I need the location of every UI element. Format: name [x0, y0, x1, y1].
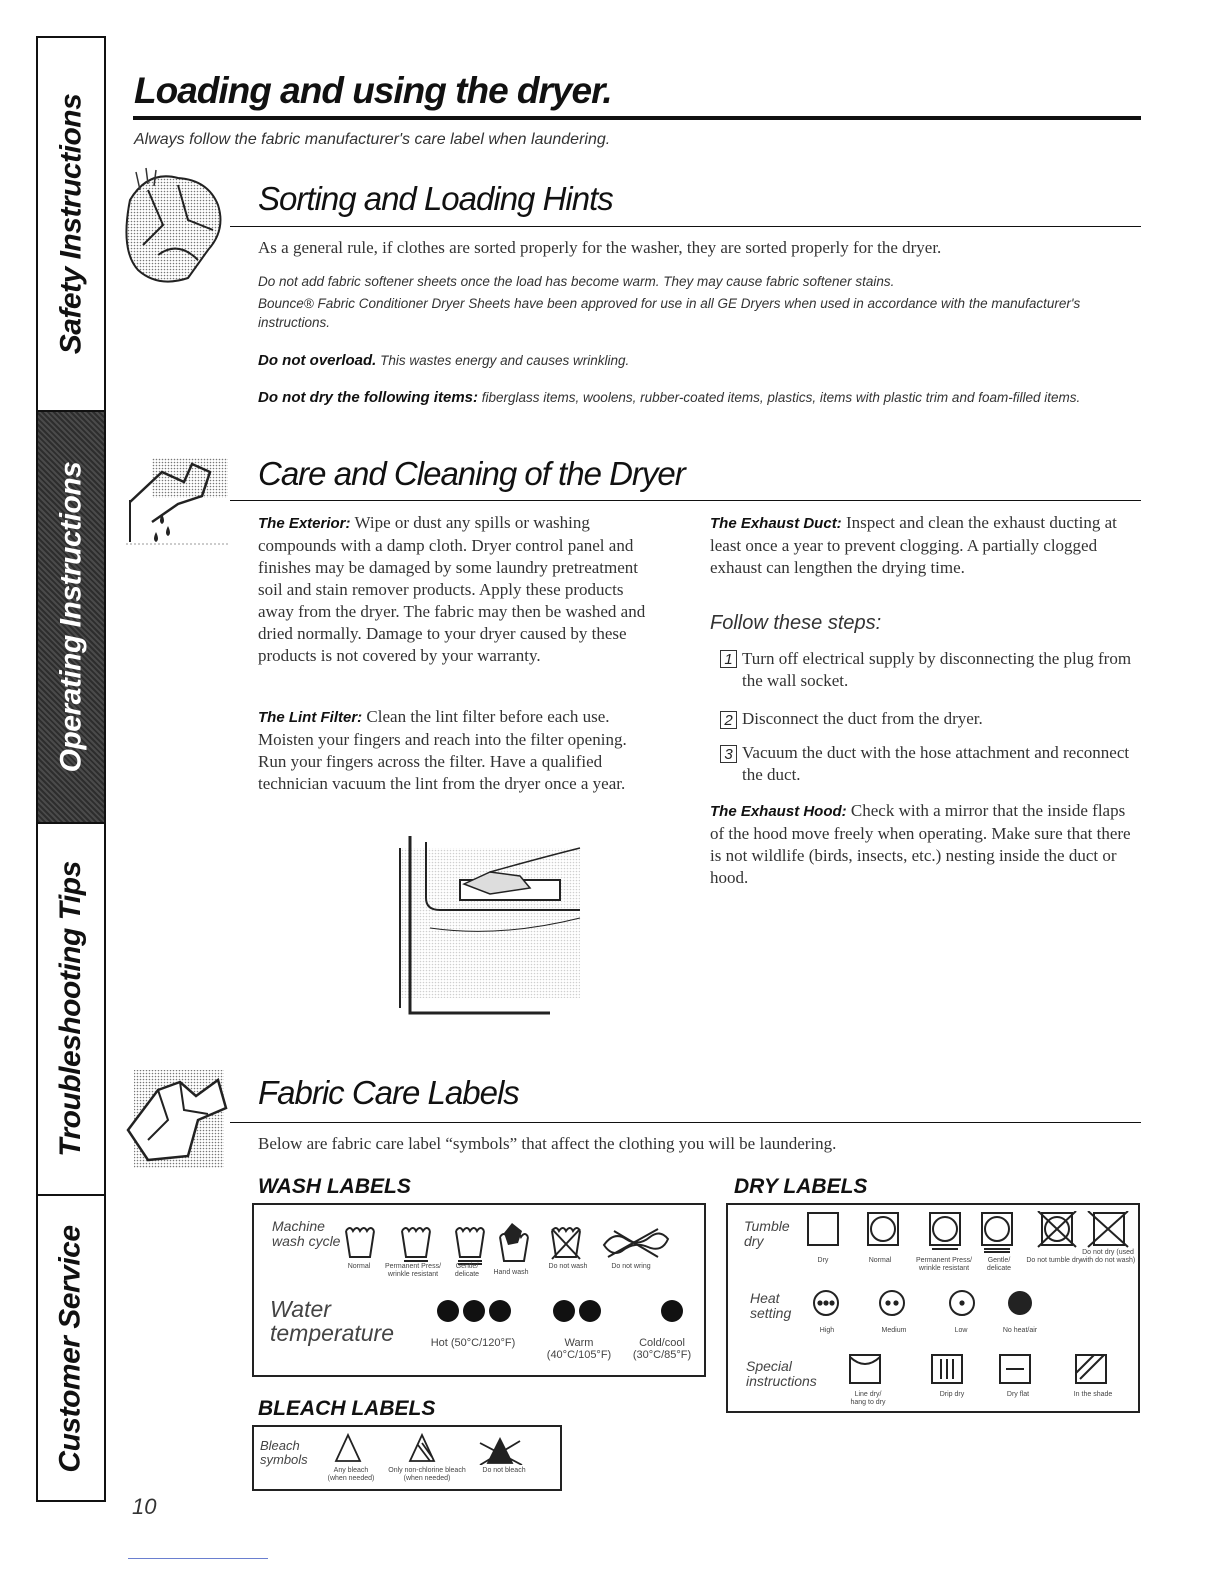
tumble-caption: Dry	[817, 1257, 829, 1264]
fabric-intro: Below are fabric care label “symbols” that affect the clothing you will be laundering.	[258, 1134, 837, 1153]
special-caption: Drip dry	[939, 1391, 965, 1398]
water-caption-hot: Hot (50°C/120°F)	[430, 1337, 516, 1349]
care-exhaust-duct: The Exhaust Duct: Inspect and clean the exhaust ducting at least once a year to prevent clogging. A partially clogged exhaust can lengthen the drying time.	[710, 513, 1117, 577]
page-subtitle: Always follow the fabric manufacturer's care label when laundering.	[134, 131, 611, 148]
care-exhaust-hood: The Exhaust Hood: Check with a mirror that the inside flaps of the hood move freely when operating. Make sure that there is not wildlife (birds, insects, etc.) nesting inside the duct or hood.	[710, 801, 1131, 887]
sorting-note-bounce: Bounce® Fabric Conditioner Dryer Sheets have been approved for use in all GE Dryers when used in accordance with the manufacturer's instructions.	[258, 296, 1081, 330]
step-number-3: 3	[720, 745, 737, 763]
tumble-dry-label: Tumble dry	[744, 1218, 790, 1249]
dry-labels-heading: DRY LABELS	[734, 1175, 868, 1198]
page-title: Loading and using the dryer.	[134, 70, 612, 111]
wash-caption: Do not wring	[611, 1263, 651, 1270]
wash-caption: Permanent Press/ wrinkle resistant	[384, 1263, 442, 1278]
wipe-cloth-icon	[122, 452, 232, 552]
tab-customer-service[interactable]: Customer Service	[54, 1225, 87, 1473]
tumble-caption: Gentle/ delicate	[986, 1257, 1012, 1272]
tumble-caption: Do not tumble dry	[1026, 1257, 1082, 1264]
heat-caption: Medium	[881, 1327, 907, 1334]
bleach-symbols	[334, 1431, 554, 1465]
bleach-labels-box	[252, 1425, 562, 1491]
bleach-caption-any: Any bleach (when needed)	[327, 1467, 375, 1482]
clothes-pile-icon	[118, 160, 228, 292]
shirt-icon	[118, 1060, 228, 1170]
lint-filter-illustration	[380, 828, 590, 1018]
special-caption: In the shade	[1073, 1391, 1113, 1398]
water-temperature-dots	[436, 1297, 696, 1327]
water-caption-warm: Warm (40°C/105°F)	[546, 1337, 612, 1361]
sorting-do-not-dry: Do not dry the following items: fiberglass items, woolens, rubber-coated items, plastics, items with plastic trim and foam-filled items.	[258, 389, 1081, 406]
special-instructions-symbols	[848, 1351, 1108, 1387]
water-temperature-label: Water temperature	[270, 1296, 395, 1347]
special-caption: Line dry/ hang to dry	[850, 1391, 886, 1406]
section-heading-care: Care and Cleaning of the Dryer	[258, 455, 685, 492]
care-lint-filter: The Lint Filter: Clean the lint filter before each use. Moisten your fingers and reach into the filter opening. Run your fingers across the filter. Have a qualified technician vacuum the lint from the dryer once a year.	[258, 707, 627, 793]
tab-safety-instructions[interactable]: Safety Instructions	[38, 38, 104, 412]
sorting-intro: As a general rule, if clothes are sorted properly for the washer, they are sorted properly for the dryer.	[258, 238, 942, 257]
title-rule	[133, 116, 1141, 120]
special-caption: Dry flat	[1006, 1391, 1030, 1398]
sorting-note-softener: Do not add fabric softener sheets once the load has become warm. They may cause fabric softener stains.	[258, 274, 895, 289]
section-heading-sorting: Sorting and Loading Hints	[258, 180, 613, 217]
heat-caption: High	[819, 1327, 835, 1334]
bleach-labels-heading: BLEACH LABELS	[258, 1397, 436, 1420]
tumble-caption: Normal	[868, 1257, 892, 1264]
wash-caption: Do not wash	[548, 1263, 588, 1270]
tumble-caption: Do not dry (used with do not wash)	[1080, 1249, 1136, 1264]
wash-cycle-symbols	[342, 1221, 702, 1265]
tumble-caption: Permanent Press/ wrinkle resistant	[915, 1257, 973, 1272]
special-instructions-label: Special instructions	[746, 1358, 817, 1389]
heat-caption: Low	[954, 1327, 968, 1334]
bleach-symbols-label: Bleach symbols	[260, 1438, 308, 1467]
steps-heading: Follow these steps:	[710, 612, 882, 634]
section-rule	[230, 1122, 1141, 1123]
step-number-1: 1	[720, 650, 737, 668]
bleach-caption-non-chlorine: Only non-chlorine bleach (when needed)	[388, 1467, 466, 1482]
page-number: 10	[132, 1494, 157, 1519]
water-caption-cold: Cold/cool (30°C/85°F)	[632, 1337, 692, 1361]
step-number-2: 2	[720, 711, 737, 729]
wash-labels-box	[252, 1203, 706, 1377]
section-rule	[230, 226, 1141, 227]
heat-setting-symbols	[812, 1289, 1032, 1319]
footer-rule	[128, 1558, 268, 1559]
heat-caption: No heat/air	[1002, 1327, 1038, 1334]
wash-caption: Gentle/ delicate	[454, 1263, 480, 1278]
wash-cycle-captions	[334, 1263, 704, 1283]
bleach-caption-do-not: Do not bleach	[482, 1467, 526, 1474]
sorting-overload: Do not overload. This wastes energy and causes wrinkling.	[258, 352, 630, 369]
tab-troubleshooting-tips[interactable]: Troubleshooting Tips	[38, 824, 104, 1196]
section-heading-fabric: Fabric Care Labels	[258, 1074, 519, 1111]
dry-labels-box	[726, 1203, 1140, 1413]
section-rule	[230, 500, 1141, 501]
tumble-dry-symbols	[802, 1211, 1132, 1253]
step-3-text: Vacuum the duct with the hose attachment and reconnect the duct.	[742, 743, 1130, 784]
heat-setting-label: Heat setting	[750, 1290, 792, 1321]
wash-caption: Hand wash	[493, 1269, 529, 1276]
step-1-text: Turn off electrical supply by disconnecting the plug from the wall socket.	[742, 649, 1132, 690]
section-tab-bar	[36, 36, 106, 1502]
care-exterior: The Exterior: Wipe or dust any spills or washing compounds with a damp cloth. Dryer control panel and finishes may be damaged by some laundry pretreatment soil and stain remover products. Apply these products away from the dryer. The fabric may then be washed and dried normally. Damage to your dryer caused by these products is not covered by your warranty.	[258, 513, 646, 665]
wash-labels-heading: WASH LABELS	[258, 1175, 411, 1198]
wash-cycle-label: Machine wash cycle	[272, 1218, 341, 1249]
tab-operating-instructions[interactable]: Operating Instructions	[38, 412, 104, 824]
step-2-text: Disconnect the duct from the dryer.	[742, 709, 983, 728]
wash-caption: Normal	[347, 1263, 371, 1270]
